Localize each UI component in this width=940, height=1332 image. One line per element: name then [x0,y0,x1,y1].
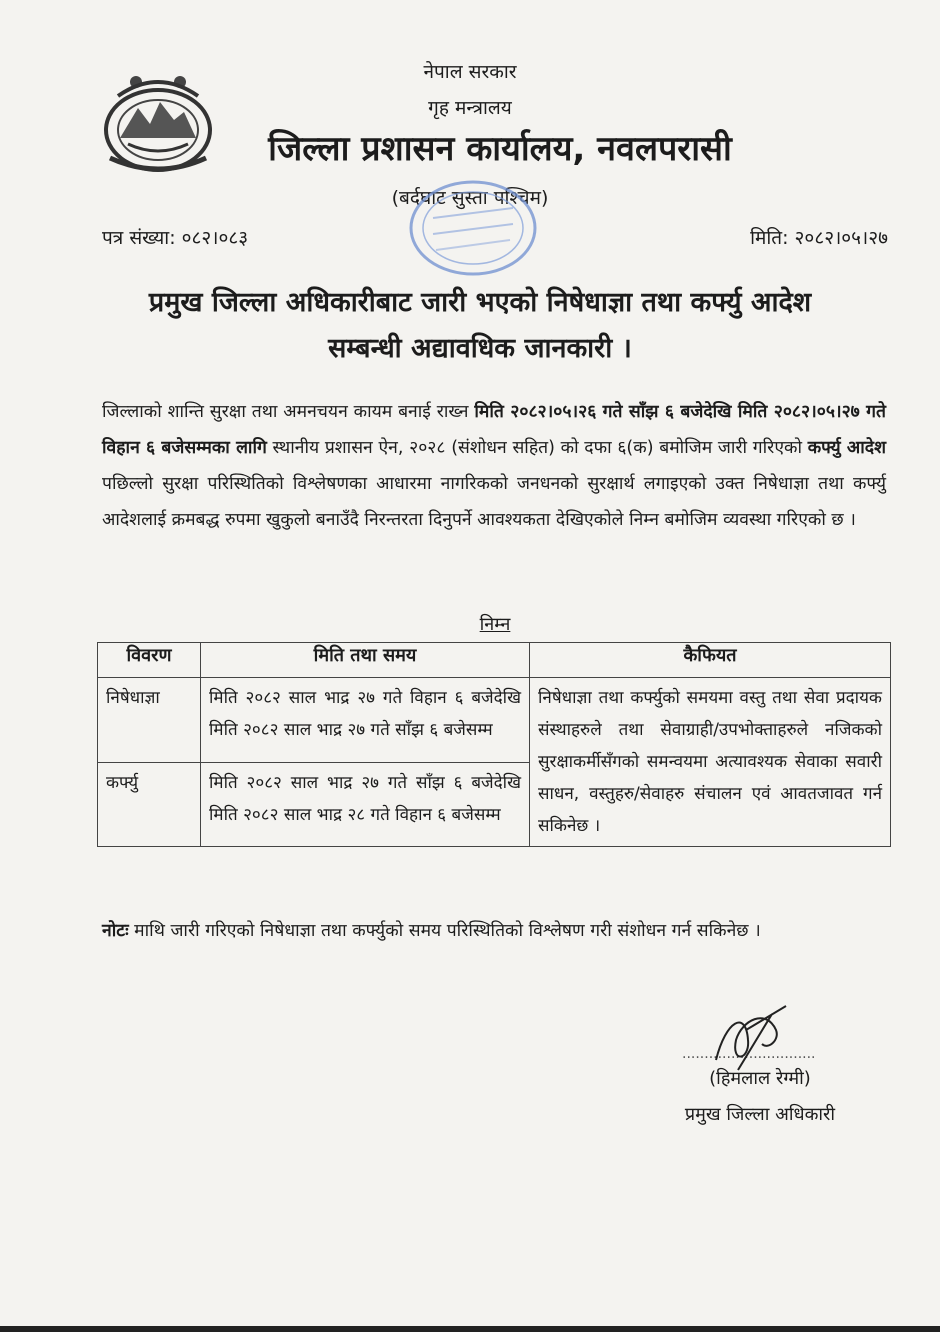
row-type: निषेधाज्ञा [98,678,201,763]
row-time: मिति २०८२ साल भाद्र २७ गते विहान ६ बजेदेखि मिति २०८२ साल भाद्र २७ गते साँझ ६ बजेसम्म [201,678,530,763]
note [102,912,886,950]
header-description: विवरण [98,643,201,678]
notice-title-line-1: प्रमुख जिल्ला अधिकारीबाट जारी भएको निषेधाज्ञा तथा कर्फ्यु आदेश [148,287,812,318]
signatory-designation: प्रमुख जिल्ला अधिकारी [684,1104,836,1125]
scan-edge [0,1326,940,1332]
table-caption: निम्न [479,614,511,635]
table-row [98,678,891,763]
row-type: कर्फ्यु [98,762,201,847]
orders-table [97,642,891,847]
table-header-row [98,643,891,678]
body-text-3: पछिल्लो सुरक्षा परिस्थितिको विश्लेषणका आधारमा नागरिकको जनधनको सुरक्षार्थ लगाइएको उक्त निषेधाज्ञा तथा कर्फ्यु आदेशलाई क्रमबद्ध रुपमा खुकुलो बनाउँदै निरन्तरता दिनुपर्ने आवश्यकता देखिएकोले निम्न बमोजिम व्यवस्था गरिएको छ । [102,474,886,530]
body-text-2: स्थानीय प्रशासन ऐन, २०२८ (संशोधन सहित) को दफा ६(क) बमोजिम जारी गरिएको [266,438,808,458]
note-label: नोटः [102,921,129,941]
government-name: नेपाल सरकार [423,61,517,83]
reference-number: पत्र संख्या: ०८२।०८३ [102,227,249,249]
header-remarks: कैफियत [530,643,891,678]
body-bold-curfew-order: कर्फ्यु आदेश [807,438,886,458]
office-location: (बर्दघाट सुस्ता पश्चिम) [391,187,549,209]
note-text: माथि जारी गरिएको निषेधाज्ञा तथा कर्फ्युको समय परिस्थितिको विश्लेषण गरी संशोधन गर्न सकिनेछ । [128,921,761,941]
notice-body [102,394,886,538]
letter-date: मिति: २०८२।०५।२७ [750,227,888,249]
header-date-time: मिति तथा समय [201,643,530,678]
notice-title-line-2: सम्बन्धी अद्यावधिक जानकारी । [328,333,632,364]
svg-text:..............................: .............................. [682,1046,816,1062]
row-time: मिति २०८२ साल भाद्र २७ गते साँझ ६ बजेदेखि मिति २०८२ साल भाद्र २८ गते विहान ६ बजेसम्म [201,762,530,847]
remarks-cell: निषेधाज्ञा तथा कर्फ्युको समयमा वस्तु तथा सेवा प्रदायक संस्थाहरुले तथा सेवाग्राही/उपभोक्ताहरुले नजिकको सुरक्षाकर्मीसँगको समन्वयमा अत्यावश्यक सेवाका सवारी साधन, वस्तुहरु/सेवाहरु संचालन एवं आवतजावत गर्न सकिनेछ । [530,678,891,847]
body-text-1: जिल्लाको शान्ति सुरक्षा तथा अमनचयन कायम बनाई राख्न [102,402,475,422]
signatory-name: (हिमलाल रेग्मी) [709,1068,811,1089]
ministry-name: गृह मन्त्रालय [428,97,512,119]
body-bold-date-range: मिति २०८२।०५।२६ गते साँझ ६ बजेदेखि मिति २०८२।०५।२७ गते विहान ६ बजेसम्मका लागि [102,402,886,458]
office-name: जिल्ला प्रशासन कार्यालय, नवलपरासी [268,129,732,169]
office-stamp-icon [398,168,548,288]
